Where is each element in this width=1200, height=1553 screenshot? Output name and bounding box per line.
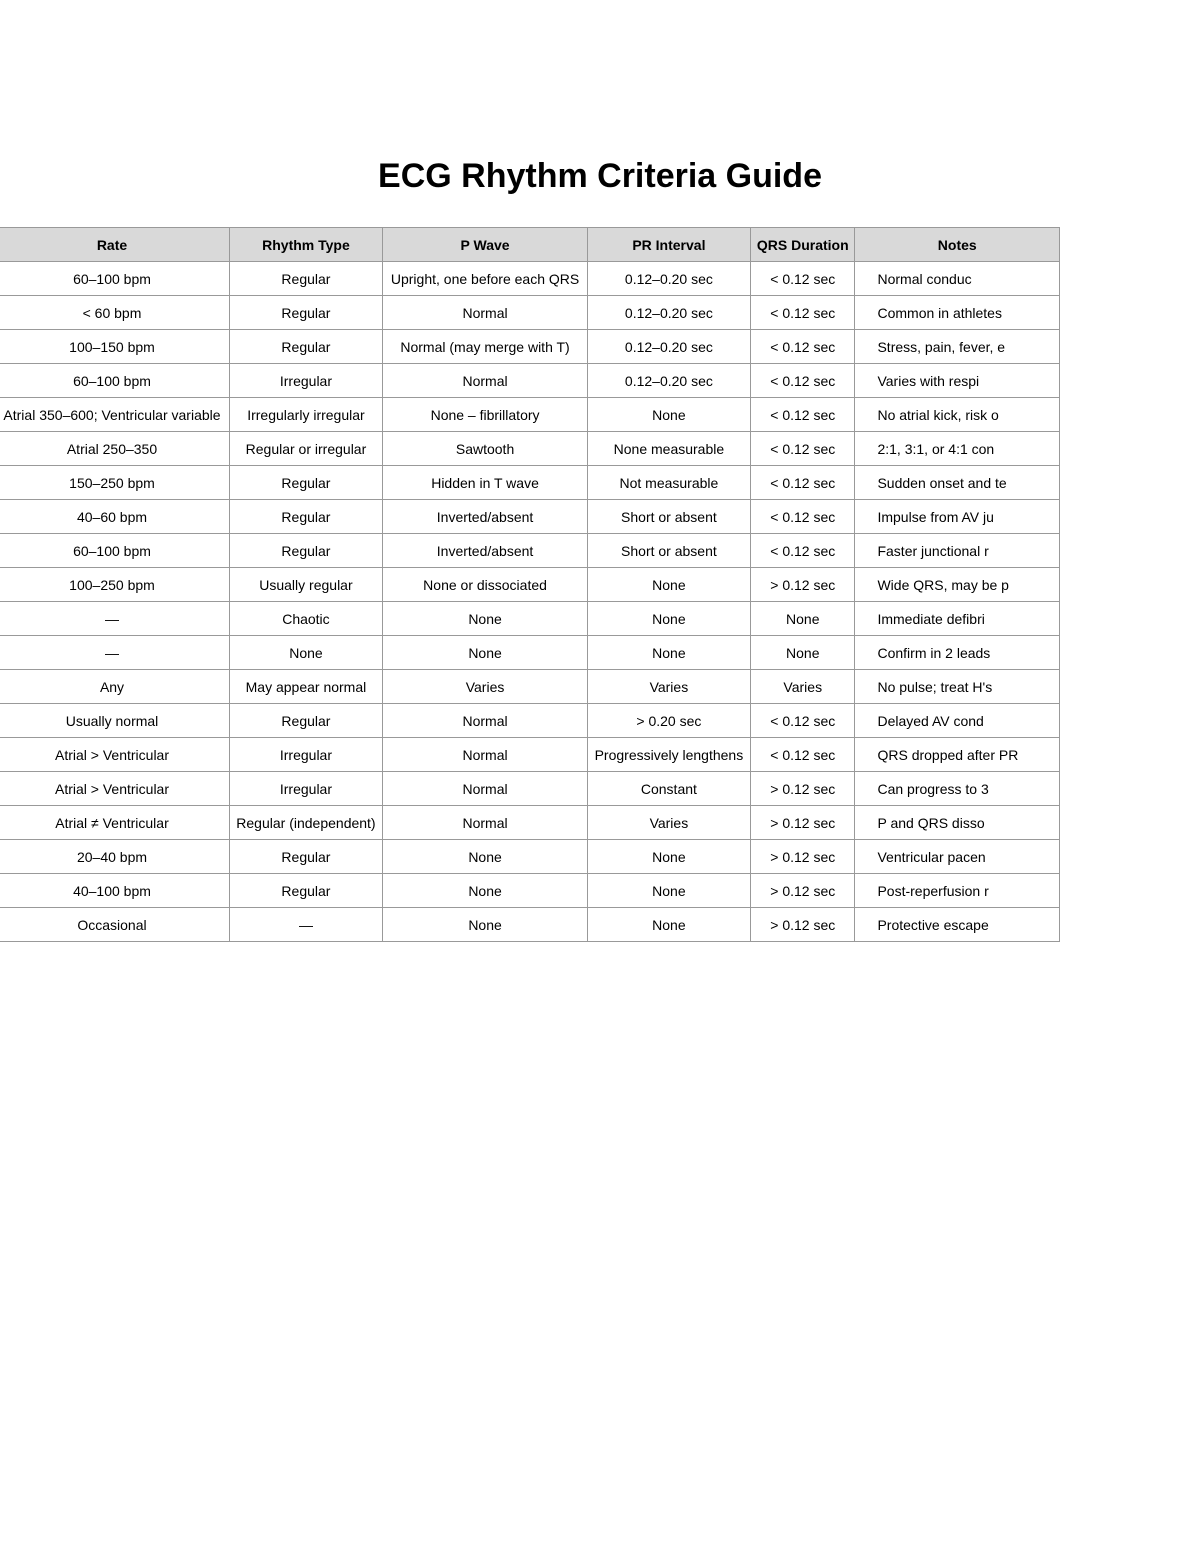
rate-cell: Any (0, 670, 229, 704)
table-row (0, 296, 1060, 330)
qrs-duration-cell: < 0.12 sec (751, 262, 855, 296)
qrs-duration-cell: < 0.12 sec (751, 534, 855, 568)
qrs-duration-cell: None (751, 636, 855, 670)
header-rhythm-type: Rhythm Type (229, 228, 383, 262)
header-p-wave: P Wave (383, 228, 587, 262)
qrs-duration-cell: < 0.12 sec (751, 330, 855, 364)
pr-interval-cell: None measurable (587, 432, 750, 466)
pr-interval-cell: Short or absent (587, 534, 750, 568)
pr-interval-cell: 0.12–0.20 sec (587, 330, 750, 364)
p-wave-cell: Varies (383, 670, 587, 704)
notes-cell: Common in athletes (855, 296, 1060, 330)
pr-interval-cell: None (587, 636, 750, 670)
table-row (0, 772, 1060, 806)
rhythm-type-cell: Regular or irregular (229, 432, 383, 466)
qrs-duration-cell: < 0.12 sec (751, 398, 855, 432)
qrs-duration-cell: < 0.12 sec (751, 500, 855, 534)
p-wave-cell: Hidden in T wave (383, 466, 587, 500)
table-row (0, 806, 1060, 840)
table-row (0, 636, 1060, 670)
p-wave-cell: Normal (383, 806, 587, 840)
qrs-duration-cell: > 0.12 sec (751, 874, 855, 908)
rhythm-type-cell: Regular (229, 330, 383, 364)
rate-cell: 100–150 bpm (0, 330, 229, 364)
pr-interval-cell: Constant (587, 772, 750, 806)
qrs-duration-cell: < 0.12 sec (751, 704, 855, 738)
table-row (0, 738, 1060, 772)
qrs-duration-cell: < 0.12 sec (751, 466, 855, 500)
pr-interval-cell: None (587, 398, 750, 432)
rate-cell: Atrial > Ventricular (0, 772, 229, 806)
notes-cell: Confirm in 2 leads (855, 636, 1060, 670)
pr-interval-cell: 0.12–0.20 sec (587, 364, 750, 398)
ecg-criteria-table (0, 227, 1060, 942)
rhythm-type-cell: Regular (229, 840, 383, 874)
qrs-duration-cell: None (751, 602, 855, 636)
rhythm-type-cell: Regular (229, 262, 383, 296)
rhythm-type-cell: None (229, 636, 383, 670)
qrs-duration-cell: < 0.12 sec (751, 738, 855, 772)
header-rate: Rate (0, 228, 229, 262)
rate-cell: 60–100 bpm (0, 262, 229, 296)
qrs-duration-cell: < 0.12 sec (751, 296, 855, 330)
notes-cell: Impulse from AV ju (855, 500, 1060, 534)
header-qrs-duration: QRS Duration (751, 228, 855, 262)
rate-cell: — (0, 602, 229, 636)
table-row (0, 262, 1060, 296)
rate-cell: Atrial 250–350 (0, 432, 229, 466)
table-row (0, 568, 1060, 602)
p-wave-cell: None – fibrillatory (383, 398, 587, 432)
table-row (0, 398, 1060, 432)
rhythm-type-cell: Regular (229, 534, 383, 568)
notes-cell: QRS dropped after PR (855, 738, 1060, 772)
page-title: ECG Rhythm Criteria Guide (378, 157, 822, 195)
pr-interval-cell: Short or absent (587, 500, 750, 534)
table-header-row (0, 228, 1060, 262)
p-wave-cell: Normal (383, 738, 587, 772)
rate-cell: 40–60 bpm (0, 500, 229, 534)
p-wave-cell: Normal (383, 772, 587, 806)
notes-cell: Stress, pain, fever, e (855, 330, 1060, 364)
rhythm-type-cell: Chaotic (229, 602, 383, 636)
qrs-duration-cell: < 0.12 sec (751, 364, 855, 398)
table-body (0, 262, 1060, 942)
rate-cell: — (0, 636, 229, 670)
rate-cell: 100–250 bpm (0, 568, 229, 602)
notes-cell: 2:1, 3:1, or 4:1 con (855, 432, 1060, 466)
table-row (0, 432, 1060, 466)
rate-cell: < 60 bpm (0, 296, 229, 330)
table-row (0, 874, 1060, 908)
rate-cell: Atrial ≠ Ventricular (0, 806, 229, 840)
rhythm-type-cell: — (229, 908, 383, 942)
pr-interval-cell: None (587, 874, 750, 908)
p-wave-cell: Normal (383, 704, 587, 738)
rhythm-type-cell: Irregular (229, 738, 383, 772)
qrs-duration-cell: < 0.12 sec (751, 432, 855, 466)
pr-interval-cell: None (587, 840, 750, 874)
notes-cell: Immediate defibri (855, 602, 1060, 636)
rate-cell: 60–100 bpm (0, 534, 229, 568)
header-notes: Notes (855, 228, 1060, 262)
qrs-duration-cell: > 0.12 sec (751, 806, 855, 840)
pr-interval-cell: Progressively lengthens (587, 738, 750, 772)
notes-cell: Faster junctional r (855, 534, 1060, 568)
rate-cell: 20–40 bpm (0, 840, 229, 874)
rhythm-type-cell: Regular (229, 704, 383, 738)
table-row (0, 670, 1060, 704)
notes-cell: Normal conduc (855, 262, 1060, 296)
table-row (0, 534, 1060, 568)
notes-cell: Can progress to 3 (855, 772, 1060, 806)
table-row (0, 602, 1060, 636)
qrs-duration-cell: > 0.12 sec (751, 568, 855, 602)
table-row (0, 330, 1060, 364)
table-row (0, 500, 1060, 534)
table-row (0, 840, 1060, 874)
header-pr-interval: PR Interval (587, 228, 750, 262)
p-wave-cell: Inverted/absent (383, 534, 587, 568)
rate-cell: 150–250 bpm (0, 466, 229, 500)
p-wave-cell: Inverted/absent (383, 500, 587, 534)
rhythm-type-cell: May appear normal (229, 670, 383, 704)
notes-cell: Post-reperfusion r (855, 874, 1060, 908)
rate-cell: Usually normal (0, 704, 229, 738)
table-row (0, 466, 1060, 500)
pr-interval-cell: 0.12–0.20 sec (587, 262, 750, 296)
rhythm-type-cell: Regular (229, 296, 383, 330)
table-row (0, 364, 1060, 398)
notes-cell: Ventricular pacen (855, 840, 1060, 874)
notes-cell: Wide QRS, may be p (855, 568, 1060, 602)
rhythm-type-cell: Irregularly irregular (229, 398, 383, 432)
p-wave-cell: None (383, 908, 587, 942)
rhythm-type-cell: Irregular (229, 364, 383, 398)
rhythm-type-cell: Irregular (229, 772, 383, 806)
notes-cell: Protective escape (855, 908, 1060, 942)
rhythm-type-cell: Regular (229, 500, 383, 534)
rate-cell: Atrial > Ventricular (0, 738, 229, 772)
pr-interval-cell: Varies (587, 806, 750, 840)
p-wave-cell: None (383, 636, 587, 670)
qrs-duration-cell: > 0.12 sec (751, 772, 855, 806)
table-row (0, 704, 1060, 738)
pr-interval-cell: None (587, 568, 750, 602)
p-wave-cell: None or dissociated (383, 568, 587, 602)
p-wave-cell: Normal (may merge with T) (383, 330, 587, 364)
pr-interval-cell: Not measurable (587, 466, 750, 500)
rhythm-type-cell: Regular (229, 874, 383, 908)
rate-cell: 40–100 bpm (0, 874, 229, 908)
rhythm-type-cell: Regular (independent) (229, 806, 383, 840)
p-wave-cell: Normal (383, 364, 587, 398)
p-wave-cell: Upright, one before each QRS (383, 262, 587, 296)
pr-interval-cell: > 0.20 sec (587, 704, 750, 738)
notes-cell: Sudden onset and te (855, 466, 1060, 500)
qrs-duration-cell: Varies (751, 670, 855, 704)
notes-cell: No atrial kick, risk o (855, 398, 1060, 432)
p-wave-cell: Sawtooth (383, 432, 587, 466)
p-wave-cell: None (383, 874, 587, 908)
notes-cell: Varies with respi (855, 364, 1060, 398)
table-viewport[interactable] (0, 227, 1200, 972)
p-wave-cell: None (383, 840, 587, 874)
notes-cell: Delayed AV cond (855, 704, 1060, 738)
pr-interval-cell: None (587, 908, 750, 942)
rhythm-type-cell: Usually regular (229, 568, 383, 602)
p-wave-cell: Normal (383, 296, 587, 330)
notes-cell: No pulse; treat H's (855, 670, 1060, 704)
qrs-duration-cell: > 0.12 sec (751, 840, 855, 874)
rate-cell: Occasional (0, 908, 229, 942)
rate-cell: 60–100 bpm (0, 364, 229, 398)
rate-cell: Atrial 350–600; Ventricular variable (0, 398, 229, 432)
qrs-duration-cell: > 0.12 sec (751, 908, 855, 942)
pr-interval-cell: Varies (587, 670, 750, 704)
pr-interval-cell: None (587, 602, 750, 636)
rhythm-type-cell: Regular (229, 466, 383, 500)
pr-interval-cell: 0.12–0.20 sec (587, 296, 750, 330)
notes-cell: P and QRS disso (855, 806, 1060, 840)
p-wave-cell: None (383, 602, 587, 636)
table-row (0, 908, 1060, 942)
